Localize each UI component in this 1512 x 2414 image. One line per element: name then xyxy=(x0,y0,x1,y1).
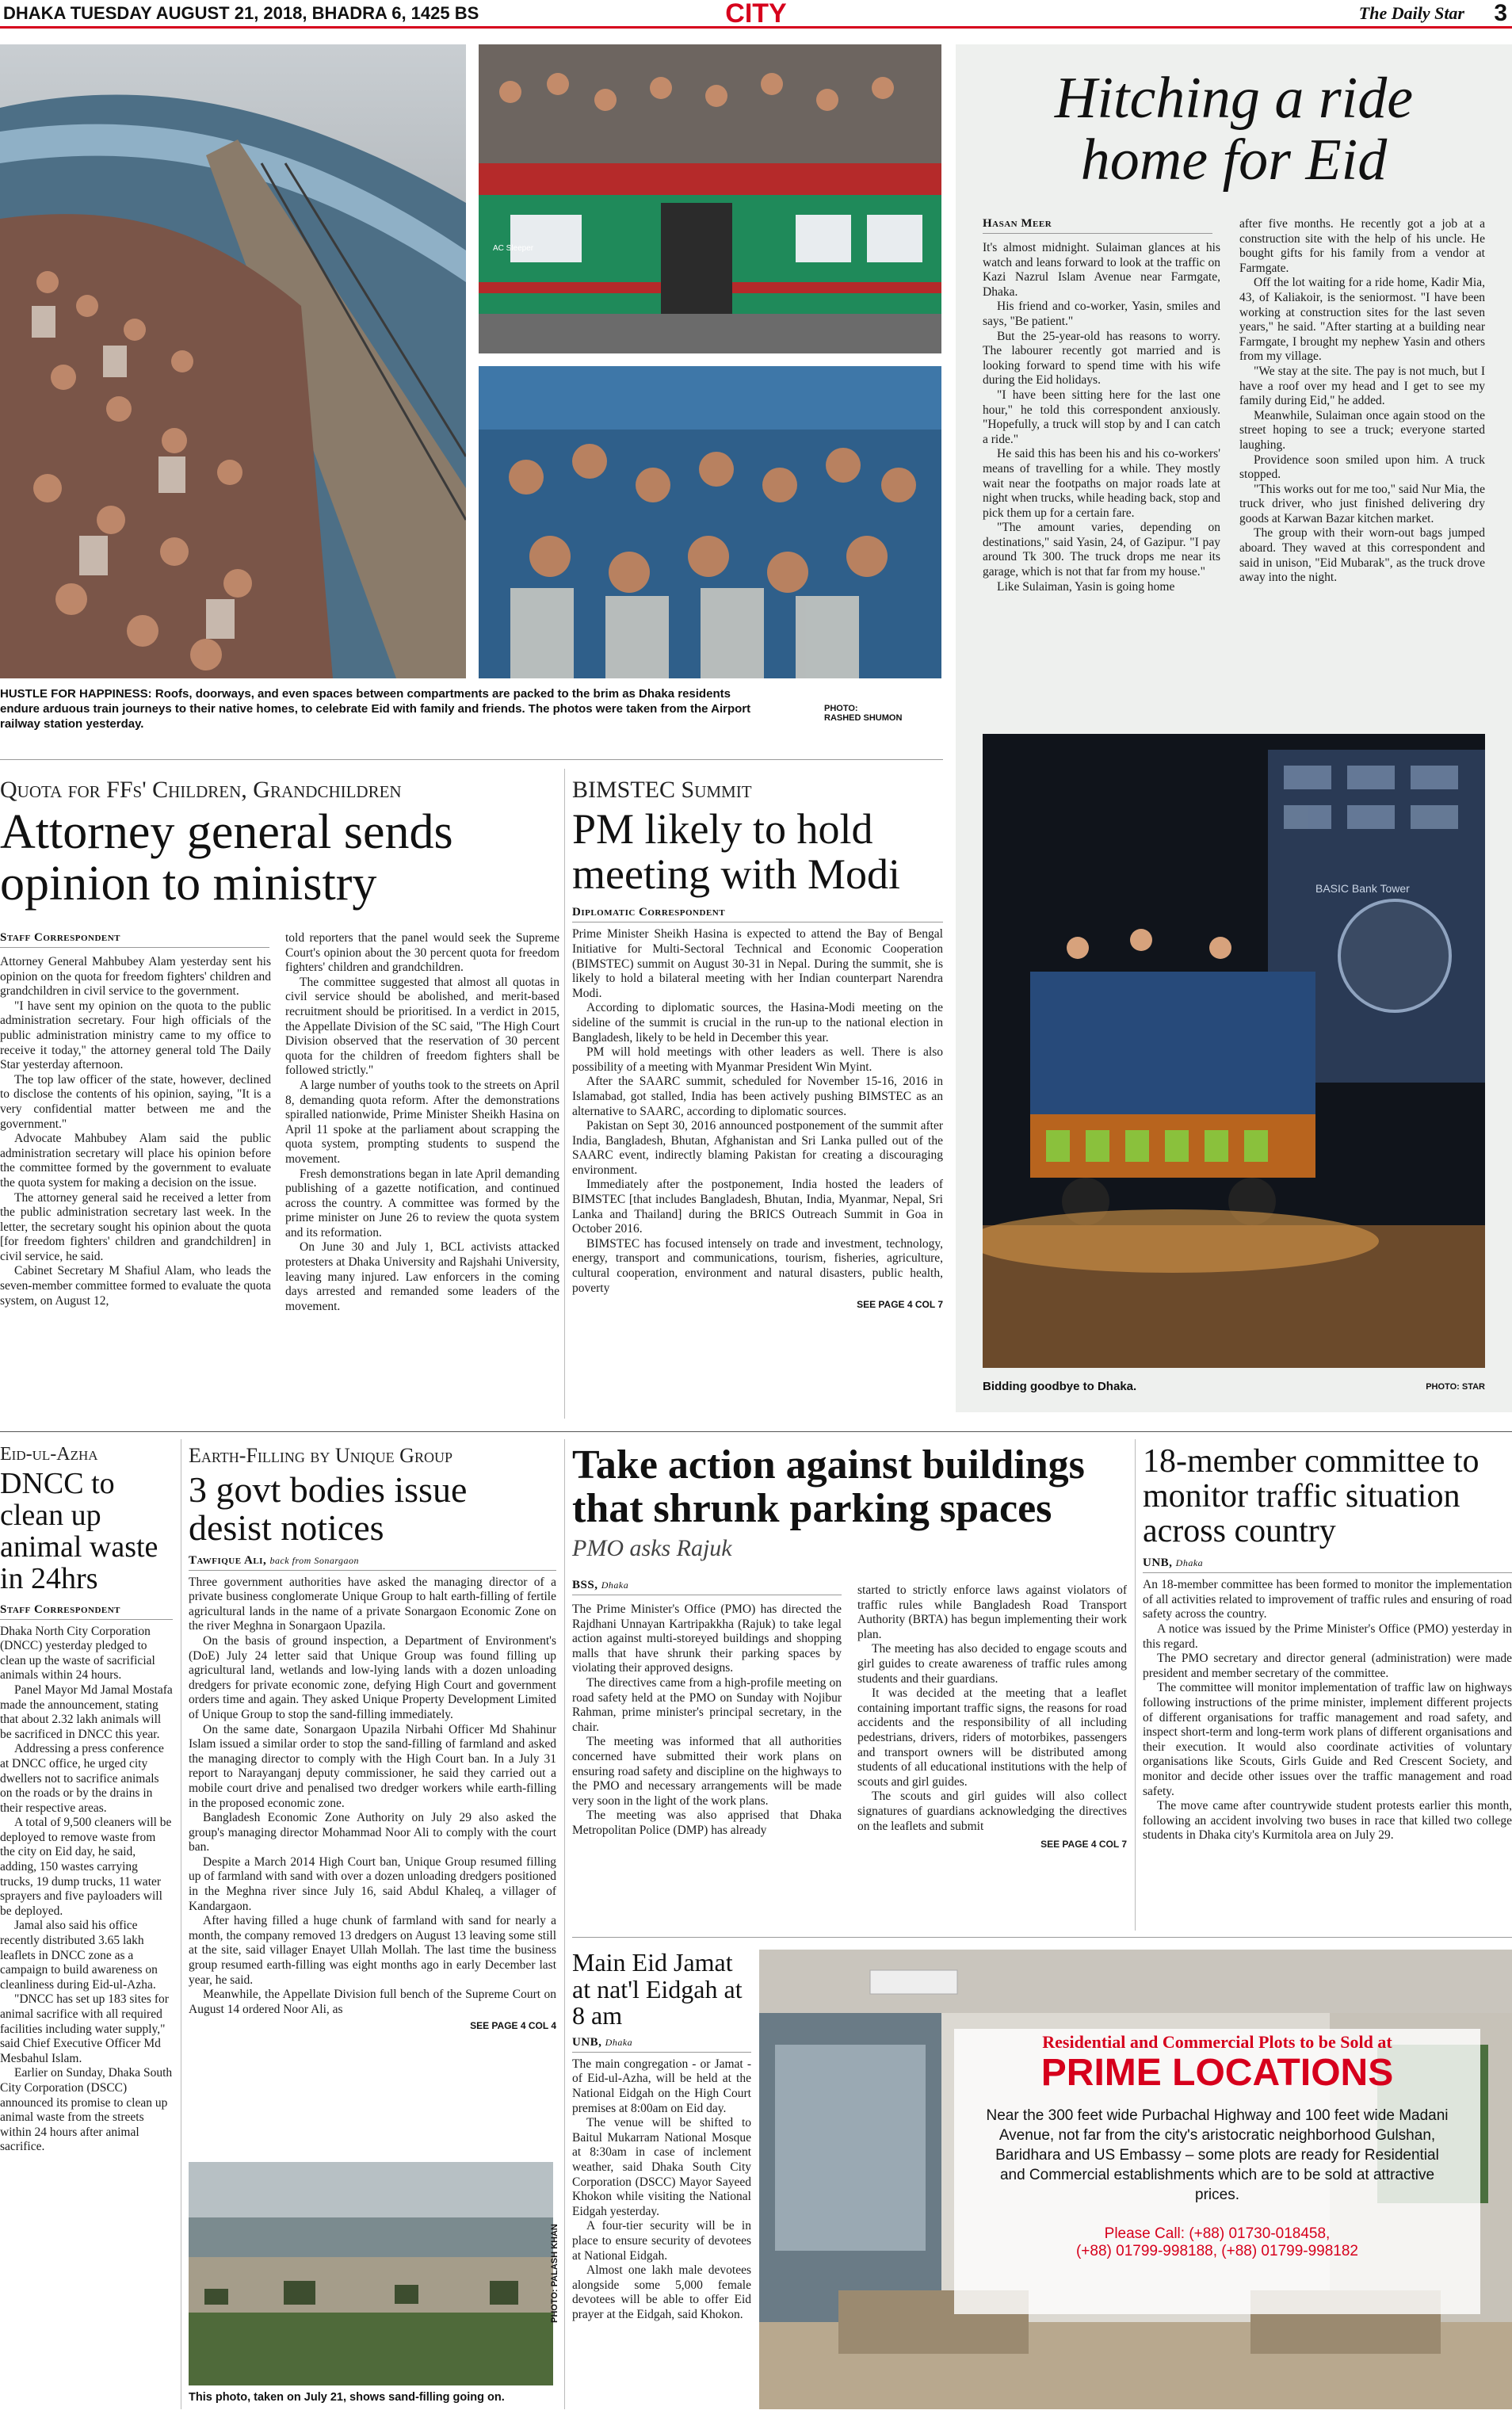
divider-lower-right xyxy=(572,1937,1512,1938)
earthfill-p7: Meanwhile, the Appellate Division full bench of the Supreme Court on August 14 ordered Noor Ali, as xyxy=(189,1988,556,2016)
photo-sand-filling xyxy=(189,2162,553,2385)
attorney-c2-p1: told reporters that the panel would seek the Supreme Court's opinion about the 30 percent quota for freedom fighters' children and grandchildren. xyxy=(285,931,559,975)
hitching-headline: Hitching a ride home for Eid xyxy=(1054,66,1414,193)
photo-train-doorways xyxy=(479,44,941,353)
attorney-c2-p4: Fresh demonstrations began in late April demanding publishing of a gazette notification, and continued across the country. A committee was formed by the prime minister on June 26 to review the quota system and its reformation. xyxy=(285,1167,559,1239)
earthfill-p1: Three government authorities have asked the managing director of a private business conglomerate Unique Group to halt earth-filling of fertile agricultural lands in the name of a private Sonargaon Economic Zone on the river Meghna in Sonargaon Upazila. xyxy=(189,1575,556,1633)
earthfill-p2: On the basis of ground inspection, a Department of Environment's (DoE) July 24 letter said that Unique Group was found filling up agricultural land, wetlands and low-lying lands with a dozen unloading dredgers for private economic zone, defying High Court and government orders time and again. They asked Unique Property Development Limited of Unique Group to stop the sand-filling immediately. xyxy=(189,1633,556,1721)
truck-credit xyxy=(1426,1382,1485,1392)
dncc-p2: Panel Mayor Md Jamal Mostafa made the announcement, stating that about 2.32 lakh animals will be sacrificed in DNCC this year. xyxy=(0,1683,173,1741)
committee-p1: An 18-member committee has been formed to monitor the implementation of all activities related to improvement of traffic rules and ensuring of road safety across the country. xyxy=(1143,1578,1512,1621)
divider-bottom xyxy=(0,1431,1512,1432)
parking-headline: Take action against buildings that shrunk parking spaces xyxy=(572,1442,1085,1531)
earthfill-p3: On the same date, Sonargaon Upazila Nirbahi Officer Md Shahinur Islam issued a similar order to stop the sand-filling of farmland and asked the managing director to comply with the High Court ban. In a July 31 report to Narayanganj deputy commissioner, he said they carried out a mobile court drive and penalised two dredger workers while earth-filling in the proposed economic zone. xyxy=(189,1722,556,1810)
bimstec-p7: BIMSTEC has focused intensely on trade and investment, technology, energy, transport and communications, tourism, fisheries, agriculture, cultural cooperation, environment and natural disasters, public health, poverty xyxy=(572,1236,943,1295)
dncc-byline: Staff Correspondent xyxy=(0,1603,173,1620)
parking-col1 xyxy=(572,1602,842,1839)
train-doorway-illustration xyxy=(479,44,941,353)
committee-headline: 18-member committee to monitor traffic situation across country xyxy=(1143,1443,1480,1550)
ad-panel xyxy=(954,2029,1480,2314)
bimstec-headline: PM likely to hold meeting with Modi xyxy=(572,805,900,898)
divider-parking xyxy=(1135,1439,1136,1931)
bimstec-p3: PM will hold meetings with other leaders as well. There is also possibility of a meeting with Myanmar President Win Myint. xyxy=(572,1045,943,1074)
dncc-headline: DNCC to clean up animal waste in 24hrs xyxy=(0,1467,158,1595)
earthfill-headline: 3 govt bodies issue desist notices xyxy=(189,1469,468,1549)
committee-article xyxy=(1143,1444,1512,1843)
sand-filling-illustration xyxy=(189,2162,553,2385)
jamat-p3: A four-tier security will be in place to ensure security of devotees at National Eidgah. xyxy=(572,2219,751,2263)
hitching-col2 xyxy=(1239,217,1485,586)
divider-mid xyxy=(0,759,943,760)
truck-credit-label: PHOTO: xyxy=(1426,1382,1460,1392)
sand-caption: This photo, taken on July 21, shows sand-filling going on. xyxy=(189,2391,505,2404)
parking-col2 xyxy=(857,1583,1127,1852)
bimstec-byline: Diplomatic Correspondent xyxy=(572,906,943,922)
committee-p5: The move came after countrywide student protests earlier this month, following an accident involving two buses in race that killed two college students in Dhaka city's Kurmitola area on July 29. xyxy=(1143,1799,1512,1843)
jamat-byline xyxy=(572,2036,751,2053)
committee-body xyxy=(1143,1578,1512,1843)
bimstec-p2: According to diplomatic sources, the Hasina-Modi meeting on the sideline of the summit is crucial in the run-up to the national election in Bangladesh, likely to be held in December this year. xyxy=(572,1001,943,1045)
parking-byline-place: Dhaka xyxy=(601,1579,629,1591)
photo-train-crowd xyxy=(479,366,941,678)
hitching-c2-p3: "We stay at the site. The pay is not much, but I have a roof over my head and I get to see my family during Eid," he added. xyxy=(1239,364,1485,408)
ad-title: Residential and Commercial Plots to be Sold at xyxy=(1042,2032,1392,2052)
parking-c2-p2: The meeting has also decided to engage scouts and girl guides to create awareness of traffic rules among students and their guardians. xyxy=(857,1642,1127,1686)
train-roof-illustration xyxy=(0,44,466,678)
attorney-c1-p3: The top law officer of the state, however, declined to disclose the contents of his opinion, saying, "It is a very confidential matter between me and the government." xyxy=(0,1072,271,1131)
attorney-c1-p5: The attorney general said he received a letter from the public administration secretary last week. In the letter, the secretary sought his opinion about the quota [for freedom fighters' children and grandchildren] in civil service, he said. xyxy=(0,1190,271,1263)
dncc-p3: Addressing a press conference at DNCC office, he urged city dwellers not to sacrifice animals on the roads or by the drains in their respective areas. xyxy=(0,1742,164,1815)
sand-credit-name: PALASH KHAN xyxy=(550,2224,559,2287)
caption-lead: HUSTLE FOR HAPPINESS: xyxy=(0,687,152,701)
attorney-c1-p6: Cabinet Secretary M Shafiul Alam, who leads the seven-member committee formed to evaluate the quota system, on August 12, xyxy=(0,1264,271,1308)
hitching-c2-p2: Off the lot waiting for a ride home, Kadir Mia, 43, of Kaliakoir, is the seniormost. "I have been working at construction sites for the last seven years," he said. "After starting at a building near Farmgate, I brought my nephew Yasin and others from my village. xyxy=(1239,276,1485,364)
parking-c1-p3: The meeting was informed that all authorities concerned have submitted their work plans on ensuring road safety and discipline on the highways to the PMO and necessary arrangements will be made very soon in the light of the work plans. xyxy=(572,1735,842,1808)
hitching-c2-p1: after five months. He recently got a job at a construction site with the help of his uncle. He bought gifts for his family from a vendor at Farmgate. xyxy=(1239,217,1485,275)
hitching-c2-p7: The group with their worn-out bags jumped aboard. They waved at this correspondent and said in unison, "Eid Mubarak", as the truck drove away into the night. xyxy=(1239,526,1485,585)
dncc-kicker: Eid-ul-Azha xyxy=(0,1444,98,1465)
credit-name: RASHED SHUMON xyxy=(824,713,903,723)
dncc-p7: Earlier on Sunday, Dhaka South City Corporation (DSCC) announced its promise to clean up animal waste from the streets within 24 hours after animal sacrifice. xyxy=(0,2066,173,2154)
earthfill-byline-place: back from Sonargaon xyxy=(269,1554,360,1566)
parking-c1-p1: The Prime Minister's Office (PMO) has directed the Rajdhani Unnayan Kartripakkha (Rajuk) to take legal action against multi-storeyed buildings and shopping malls that have shrunk their parking spaces by violating their approved designs. xyxy=(572,1602,842,1675)
attorney-c1-p1: Attorney General Mahbubey Alam yesterday sent his opinion on the quota for freedom fighters' children and grandchildren in civil service to the government. xyxy=(0,955,271,999)
committee-byline-name: UNB, xyxy=(1143,1556,1173,1570)
hitching-c1-p7: Like Sulaiman, Yasin is going home xyxy=(997,579,1175,594)
jamat-p2: The venue will be shifted to Baitul Mukarram National Mosque at 8:30am in case of inclement weather, said Dhaka South City Corporation (DSCC) Mayor Sayeed Khokon while visiting the National Eidgah yesterday. xyxy=(572,2116,751,2218)
ad-phone-1[interactable]: Please Call: (+88) 01730-018458, xyxy=(1104,2225,1331,2242)
committee-p3: The PMO secretary and director general (administration) were made president and member secretary of the committee. xyxy=(1143,1652,1512,1680)
jamat-byline-place: Dhaka xyxy=(605,2036,633,2048)
parking-byline-name: BSS, xyxy=(572,1579,598,1591)
attorney-col2 xyxy=(285,931,559,1314)
bimstec-p6: Immediately after the postponement, India hosted the leaders of BIMSTEC [that includes Bangladesh, Bhutan, India, Myanmar, Nepal, Sri Lanka and Thailand] during the BRICS Outreach Summit in Goa in October 2016. xyxy=(572,1178,943,1236)
truck-night-illustration xyxy=(983,734,1485,1368)
hitching-c1-p2: His friend and co-worker, Yasin, smiles and says, "Be patient." xyxy=(983,300,1220,328)
jamat-body xyxy=(572,2057,751,2323)
advertisement[interactable] xyxy=(759,1950,1512,2409)
parking-jump[interactable]: SEE PAGE 4 COL 7 xyxy=(1040,1839,1127,1851)
parking-c2-p4: The scouts and girl guides will also collect signatures of guardians acknowledging the directives on the leaflets and submit xyxy=(857,1789,1127,1833)
jamat-byline-name: UNB, xyxy=(572,2035,602,2049)
train-photo-credit xyxy=(824,704,935,723)
hitching-c1-p5: He said this has been his and his co-workers' means of travelling for a while. They mostly wait near the footpaths on major roads late at night when trucks, while heading back, stop and pick them up for a certain fare. xyxy=(983,447,1220,520)
attorney-c2-p2: The committee suggested that almost all quotas in civil service should be abolished, and merit-based recruitment should be prioritised. In a verdict in 2015, the Appellate Division of the SC said, "The High Court Division observed that the reservation of 30 percent quota for the children of freedom fighters shall be followed strictly." xyxy=(285,975,559,1078)
hitching-c2-p4: Meanwhile, Sulaiman once again stood on the street hoping to see a truck; everyone started laughing. xyxy=(1239,408,1485,452)
train-sign-text: AC Sleeper xyxy=(493,244,534,253)
attorney-c1-p4: Advocate Mahbubey Alam said the public administration secretary will place his opinion before the committee formed by the government to evaluate the quota system for making a decision on the issue. xyxy=(0,1132,271,1190)
earthfill-byline xyxy=(189,1554,556,1571)
ad-phone-2[interactable]: (+88) 01799-998188, (+88) 01799-998182 xyxy=(1075,2242,1358,2259)
earthfill-body xyxy=(189,1576,556,2018)
dncc-p5: Jamal also said his office recently distributed 3.65 lakh leaflets in DNCC zone as a campaign to build awareness on cleanliness during Eid-ul-Azha. xyxy=(0,1919,158,1992)
credit-label: PHOTO: xyxy=(824,704,858,713)
parking-c2-p1: started to strictly enforce laws against violators of traffic rules while Bangladesh Road Transport Authority (BRTA) has begun implementing their work plan. xyxy=(857,1583,1127,1641)
jamat-p1: The main congregation - or Jamat - of Eid-ul-Azha, will be held at the National Eidgah on the High Court premises at 8:00am on Eid day. xyxy=(572,2057,751,2115)
committee-byline xyxy=(1143,1556,1512,1573)
bimstec-kicker: BIMSTEC Summit xyxy=(572,777,752,803)
attorney-byline: Staff Correspondent xyxy=(0,931,269,948)
section-title: CITY xyxy=(725,0,787,29)
truck-caption: Bidding goodbye to Dhaka. xyxy=(983,1380,1137,1393)
attorney-headline: Attorney general sends opinion to ministry xyxy=(0,805,453,911)
bimstec-p1: Prime Minister Sheikh Hasina is expected to attend the Bay of Bengal Initiative for Multi-Sectoral Technical and Economic Cooperation (BIMSTEC) summit on August 30-31 in Nepal. During the summit, she is likely to hold a bilateral meeting with her Indian counterpart Narendra Modi. xyxy=(572,927,943,1000)
dncc-p4: A total of 9,500 cleaners will be deployed to remove waste from the city on Eid day, he said, adding, 150 wastes carrying trucks, 19 dump trucks, 11 water sprayers and five payloaders will be deployed. xyxy=(0,1816,172,1918)
parking-article xyxy=(572,1442,1127,1851)
parking-subhead: PMO asks Rajuk xyxy=(572,1535,732,1562)
committee-p4: The committee will monitor implementation of traffic law on highways following instructions of the prime minister, implement different projects of different organisations for traffic management and road safety, and inspect short-term and long-term work plans of different organisations and their execution. It would also coordinate activities of voluntary organisations like Scouts, Girls Guide and Red Crescent Society, and monitor and decide other issues over the traffic management and road safety. xyxy=(1143,1681,1512,1798)
page-number: 3 xyxy=(1494,0,1507,26)
bimstec-jump[interactable]: SEE PAGE 4 COL 7 xyxy=(857,1299,943,1311)
hitching-article xyxy=(956,44,1512,721)
parking-c1-p2: The directives came from a high-profile meeting on road safety held at the PMO on Sunday with Nojibur Rahman, prime minister's principal secretary, in the chair. xyxy=(572,1675,842,1734)
photo-truck-night xyxy=(983,734,1485,1368)
parking-c2-p3: It was decided at the meeting that a leaflet containing important traffic signs, the reasons for road accidents and the responsibility of all including pedestrians, drivers, riders of motorbikes, passengers and transport owners will be distributed among students of all educational institutions with the help of scouts and girl guides. xyxy=(857,1686,1127,1789)
hitching-c2-p5: Providence soon smiled upon him. A truck stopped. xyxy=(1239,453,1485,482)
divider-attorney-bimstec xyxy=(564,769,565,1419)
jamat-headline: Main Eid Jamat at nat'l Eidgah at 8 am xyxy=(572,1948,743,2030)
attorney-col1 xyxy=(0,955,271,1308)
jamat-p4: Almost one lakh male devotees alongside some 5,000 female devotees will be able to offer Eid prayer at the Eidgah, said Khokon. xyxy=(572,2263,751,2321)
photo-train-roof xyxy=(0,44,466,678)
dncc-p1: Dhaka North City Corporation (DNCC) yesterday pledged to clean up the waste of sacrificial animals within 24 hours. xyxy=(0,1624,155,1683)
hitching-byline: Hasan Meer xyxy=(983,217,1212,234)
committee-p2: A notice was issued by the Prime Minister's Office (PMO) yesterday in this regard. xyxy=(1143,1622,1512,1651)
committee-byline-place: Dhaka xyxy=(1175,1557,1204,1569)
hitching-c1-p6: "The amount varies, depending on destinations," said Yasin, 24, of Gazipur. "I pay around Tk 300. The truck drops me near its garage, which is not that far from my house." xyxy=(983,521,1220,579)
caption-text: Roofs, doorways, and even spaces between compartments are packed to the brim as Dhaka residents endure arduous train journeys to their native homes, to celebrate Eid with family and friends. The photos were taken from the Airport railway station yesterday. xyxy=(0,687,751,731)
hitching-col1 xyxy=(983,241,1220,594)
hitching-c1-p4: "I have been sitting here for the last one hour," he told this correspondent anxiously. "Hopefully, a truck will stop by and I can catch a ride." xyxy=(983,388,1220,446)
earthfill-p4: Bangladesh Economic Zone Authority on July 29 also asked the group's managing director Mohammad Noor Ali to comply with the court ban. xyxy=(189,1811,556,1854)
earthfill-kicker: Earth-Filling by Unique Group xyxy=(189,1444,452,1467)
attorney-c2-p3: A large number of youths took to the streets on April 8, demanding quota reform. After the demonstrations spiralled nationwide, Prime Minister Sheikh Hasina on April 11 spoke at the parliament about scrapping the quota system, prompting students to suspend the movement. xyxy=(285,1078,559,1166)
hitching-c1-p3: But the 25-year-old has reasons to worry. The labourer recently got married and is looking forward to spend time with his wife during the Eid holidays. xyxy=(983,329,1220,388)
earthfill-article xyxy=(189,1444,556,2031)
paper-logo: The Daily Star xyxy=(1358,3,1464,23)
attorney-c2-p5: On June 30 and July 1, BCL activists attacked protesters at Dhaka University and Rajshahi University, leaving many injured. Law enforcers in the coming days arrested and remanded some leaders of the movement. xyxy=(285,1240,559,1313)
earthfill-byline-name: Tawfique Ali, xyxy=(189,1553,267,1567)
earthfill-p5: Despite a March 2014 High Court ban, Unique Group resumed filling up of farmland with sand with over a dozen unloading dredgers positioned in the Meghna river since July 16, said Abdul Khaleq, a villager of Kandargaon. xyxy=(189,1854,556,1913)
train-crowd-illustration xyxy=(479,366,941,678)
sand-credit xyxy=(550,2162,563,2385)
bimstec-article xyxy=(572,777,943,1310)
bimstec-p5: Pakistan on Sept 30, 2016 announced postponement of the summit after India, Bangladesh, Bhutan, Afghanistan and Sri Lanka pulled out of the SAARC event, indirectly blaming Pakistan for creating a discouraging environment. xyxy=(572,1119,943,1177)
ad-body: Near the 300 feet wide Purbachal Highway and 100 feet wide Madani Avenue, not far from the city's aristocratic neighborhood Gulshan, Baridhara and US Embassy – some plots are ready for Residential and Commercial establishments which are to be sold at attractive prices. xyxy=(986,2107,1449,2203)
masthead-date: DHAKA TUESDAY AUGUST 21, 2018, BHADRA 6, 1425 BS xyxy=(3,3,479,23)
bimstec-p4: After the SAARC summit, scheduled for November 15-16, 2016 in Islamabad, got stalled, India has been actively pushing BIMSTEC as an alternative to SAARC, according to diplomatic sources. xyxy=(572,1075,943,1118)
divider-earthfill xyxy=(564,1439,565,2409)
earthfill-p6: After having filled a huge chunk of farmland with sand for nearly a month, the company removed 13 dredgers on August 13 leaving some still at the site, said villager Enayet Ullah Mollah. The last time the business group resumed earth-filling was eight months ago in early December last year, he said. xyxy=(189,1914,556,1987)
dncc-body xyxy=(0,1625,173,2155)
truck-credit-name: STAR xyxy=(1461,1382,1485,1392)
earthfill-jump[interactable]: SEE PAGE 4 COL 4 xyxy=(470,2020,556,2032)
attorney-kicker: Quota for FFs' Children, Grandchildren xyxy=(0,777,402,803)
dncc-article xyxy=(0,1444,173,2155)
parking-byline xyxy=(572,1579,842,1595)
attorney-c1-p2: "I have sent my opinion on the quota to the public administration secretary. Four high officials of the public administration ministry came to my office to receive it today," the attorney general told The Daily Star yesterday afternoon. xyxy=(0,999,271,1072)
parking-c1-p4: The meeting was also apprised that Dhaka Metropolitan Police (DMP) has already xyxy=(572,1809,842,1837)
sand-credit-label: PHOTO: xyxy=(550,2289,559,2324)
hitching-photo-block xyxy=(956,721,1512,1412)
hitching-c2-p6: "This works out for me too," said Nur Mia, the truck driver, who just finished delivering dry goods at Karwan Bazar kitchen market. xyxy=(1239,482,1485,525)
jamat-article xyxy=(572,1950,751,2322)
ad-headline: PRIME LOCATIONS xyxy=(1040,2052,1394,2094)
building-sign-text: BASIC Bank Tower xyxy=(1315,882,1410,895)
dncc-p6: "DNCC has set up 183 sites for animal sacrifice with all required facilities including water supply," said Chief Executive Officer Md Mesbahul Islam. xyxy=(0,1992,169,2065)
attorney-article xyxy=(0,777,559,1313)
bimstec-body xyxy=(572,927,943,1296)
hitching-c1-p1: It's almost midnight. Sulaiman glances at his watch and leans forward to look at the traffic on Kazi Nazrul Islam Avenue near Farmgate, Dhaka. xyxy=(983,241,1220,299)
train-photo-caption xyxy=(0,686,761,731)
masthead xyxy=(0,0,1512,29)
